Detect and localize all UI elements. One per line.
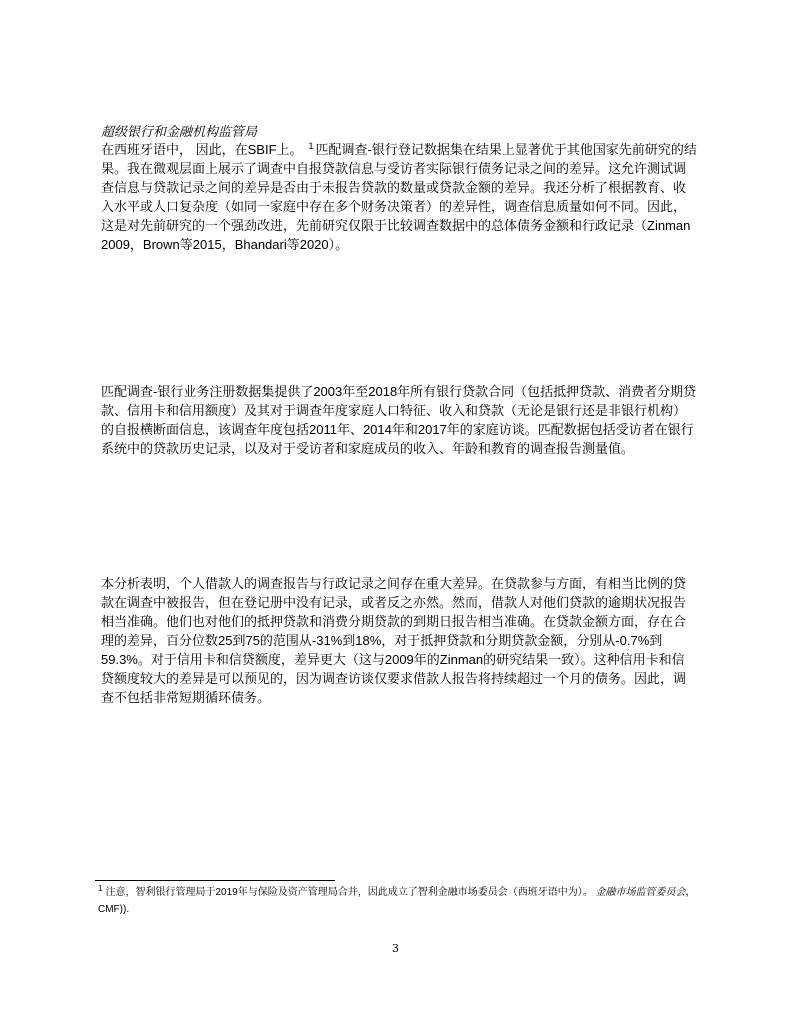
paragraph-1: [101, 140, 697, 254]
paragraph-2: 匹配调查-银行业务注册数据集提供了2003年至2018年所有银行贷款合同（包括抵押贷款、消费者分期贷款、信用卡和信用额度）及其对于调查年度家庭人口特征、收入和贷款（无论是银行还是非银行机构）的自报横断面信息，该调查年度包括2011年、2014年和2017年的家庭访谈。匹配数据包括受访者在银行系统中的贷款历史记录，以及对于受访者和家庭成员的收入、年龄和教育的调查报告测量值。: [101, 384, 697, 456]
paragraph-1-text: 匹配调查-银行登记数据集在结果上显著优于其他国家先前研究的结果。我在微观层面上展示了调查中自报贷款信息与受访者实际银行债务记录之间的差异。这允许测试调查信息与贷款记录之间的差异是否由于未报告贷款的数量或贷款金额的差异。我还分析了根据教育、收入水平或人口复杂度（如同一家庭中存在多个财务决策者）的差异性，调查信息质量如何不同。因此，这是对先前研究的一个强劲改进，先前研究仅限于比较调查数据中的总体债务金额和行政记录（Zinman 2009，Brown等2015，Bhandari等2020）。: [101, 142, 697, 252]
footnote-mark: 1: [98, 883, 103, 893]
footnote-divider: [95, 880, 335, 881]
footnote-italic-term: 金融市场监管委员会: [595, 887, 686, 898]
footnote-tail: ，CMF)).: [98, 887, 696, 915]
section-heading: 超级银行和金融机构监管局: [101, 124, 258, 139]
footnote-1: [98, 884, 703, 918]
footnote-text: 注意，智利银行管理局于2019年与保险及资产管理局合并，因此成立了智利金融市场委员会（西班牙语中为）。: [105, 887, 593, 898]
paragraph-3: 本分析表明，个人借款人的调查报告与行政记录之间存在重大差异。在贷款参与方面，有相当比例的贷款在调查中被报告，但在登记册中没有记录，或者反之亦然。然而，借款人对他们贷款的逾期状况报告相当准确。他们也对他们的抵押贷款和消费分期贷款的到期日报告相当准确。在贷款金额方面，存在合理的差异，百分位数25到75的范围从-31%到18%，对于抵押贷款和分期贷款金额，分别从-0.7%到59.3%。对于信用卡和信贷额度，差异更大（这与2009年的Zinman的研究结果一致）。这种信用卡和信贷额度较大的差异是可以预见的，因为调查访谈仅要求借款人报告将持续超过一个月的债务。因此，调查不包括非常短期循环债务。: [101, 576, 687, 705]
page-number: 3: [392, 942, 399, 955]
paragraph-1-lead: 在西班牙语中， 因此，在SBIF上。: [101, 142, 303, 157]
footnote-ref-1[interactable]: 1: [308, 140, 314, 151]
